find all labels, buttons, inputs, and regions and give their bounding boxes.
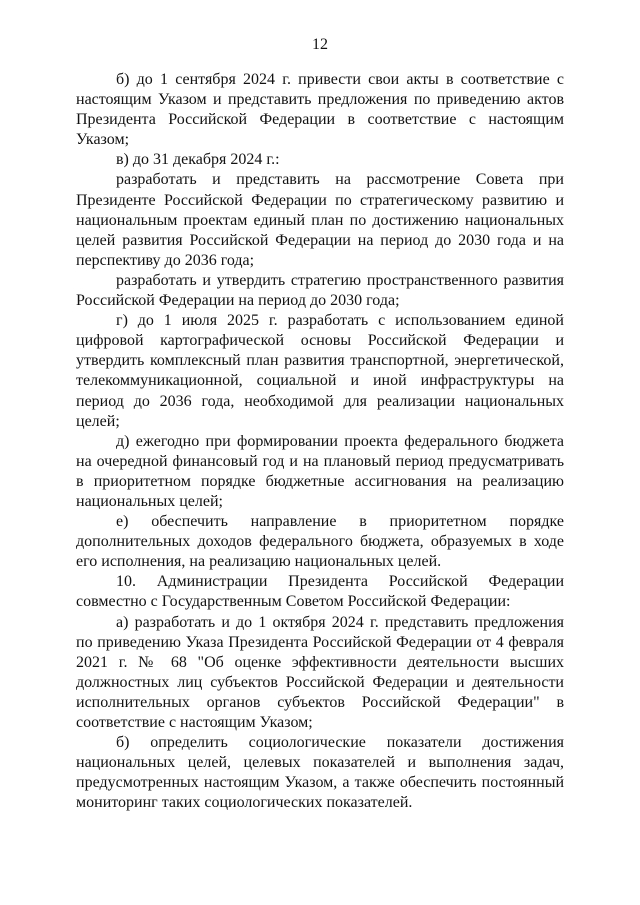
document-body <box>76 70 564 813</box>
paragraph-item-v-deadline: в) до 31 декабря 2024 г.: <box>116 151 280 169</box>
paragraph-item-d-budget: д) ежегодно при формировании проекта федерального бюджета на очередной финансовый год и на плановый период предусматривать в приоритетном порядке бюджетные ассигнования на реализацию национальных целей; <box>76 432 564 510</box>
paragraph-spatial-strategy: разработать и утвердить стратегию пространственного развития Российской Федерации на период до 2030 года; <box>76 271 564 310</box>
paragraph-item-a-evaluation: а) разработать и до 1 октября 2024 г. представить предложения по приведению Указа Президента Российской Федерации от 4 февраля 2021 г. № 68 "Об оценке эффективности деятельности высших должностных лиц субъектов Российской Федерации и деятельности исполнительных органов субъектов Российской Федерации" в соответствие с настоящим Указом; <box>76 613 564 731</box>
paragraph-unified-plan: разработать и представить на рассмотрение Совета при Президенте Российской Федерации по стратегическому развитию и национальным проектам единый план по достижению национальных целей развития Российской Федерации на период до 2030 года и на перспективу до 2036 года; <box>76 171 564 269</box>
paragraph-item-b-sociological: б) определить социологические показатели достижения национальных целей, целевых показателей и выполнения задач, предусмотренных настоящим Указом, а также обеспечить постоянный мониторинг таких социологических показателей. <box>76 734 564 812</box>
paragraph-item-b-acts: б) до 1 сентября 2024 г. привести свои акты в соответствие с настоящим Указом и представить предложения по приведению актов Президента Российской Федерации в соответствие с настоящим Указом; <box>76 71 564 149</box>
paragraph-item-g-infrastructure: г) до 1 июля 2025 г. разработать с использованием единой цифровой картографической основы Российской Федерации и утвердить комплексный план развития транспортной, энергетической, телекоммуникационной, социальной и иной инфраструктуры на период до 2036 года, необходимой для реализации национальных целей; <box>76 312 564 430</box>
page-number: 12 <box>312 36 328 53</box>
paragraph-section-10: 10. Администрации Президента Российской Федерации совместно с Государственным Советом Российской Федерации: <box>76 573 564 611</box>
paragraph-item-e-revenues: е) обеспечить направление в приоритетном порядке дополнительных доходов федерального бюджета, образуемых в ходе его исполнения, на реализацию национальных целей. <box>76 513 564 571</box>
